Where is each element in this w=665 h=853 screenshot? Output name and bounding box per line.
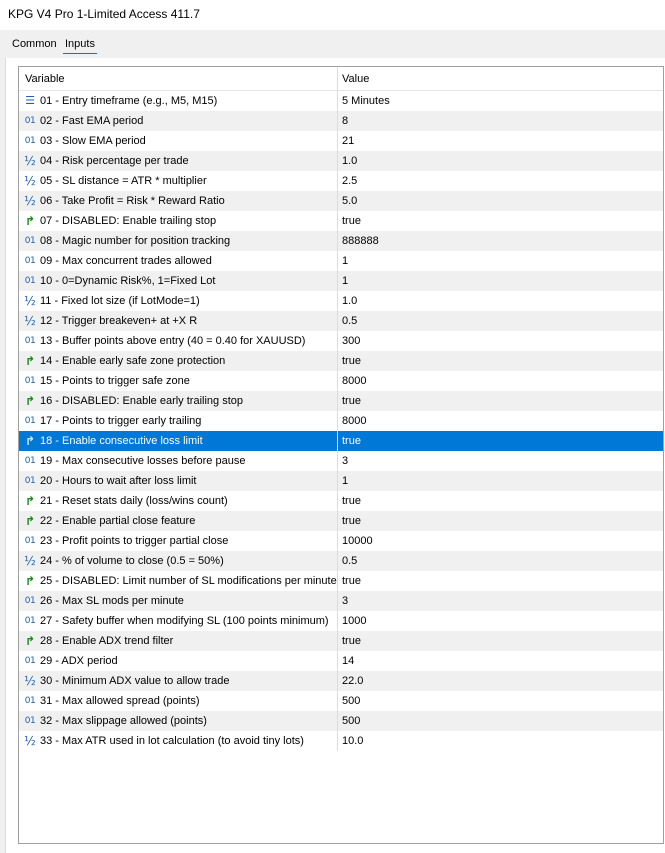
variable-cell[interactable] [19,371,338,391]
double-icon: ½ [24,674,36,688]
value-cell[interactable]: 2.5 [342,175,358,187]
table-row[interactable] [19,211,663,231]
table-row[interactable] [19,611,663,631]
enum-icon: ☰ [25,95,35,107]
variable-label: 13 - Buffer points above entry (40 = 0.40 for XAUUSD) [40,335,306,347]
table-row[interactable] [19,411,663,431]
bool-icon: ↱ [24,514,36,528]
variable-label: 30 - Minimum ADX value to allow trade [40,675,230,687]
variable-label: 16 - DISABLED: Enable early trailing stop [40,395,243,407]
value-cell[interactable]: 5 Minutes [342,95,390,107]
value-cell[interactable]: true [342,635,361,647]
int-icon: 01 [24,136,36,146]
variable-cell[interactable] [19,491,338,511]
variable-cell[interactable] [19,311,338,331]
value-cell[interactable]: 10.0 [342,735,364,747]
value-cell[interactable]: 5.0 [342,195,358,207]
variable-cell[interactable] [19,731,338,751]
int-icon: 01 [24,376,36,386]
int-icon: 01 [24,476,36,486]
double-icon: ½ [24,194,36,208]
variable-label: 05 - SL distance = ATR * multiplier [40,175,207,187]
value-cell[interactable]: true [342,575,361,587]
variable-cell[interactable] [19,131,338,151]
table-row[interactable] [19,171,663,191]
int-icon: 01 [24,276,36,286]
table-row[interactable] [19,671,663,691]
table-row[interactable] [19,351,663,371]
value-cell[interactable]: 3 [342,455,349,467]
int-icon: 01 [24,256,36,266]
inputs-grid [18,66,664,844]
value-cell[interactable]: true [342,395,361,407]
title-bar [0,0,665,30]
variable-label: 10 - 0=Dynamic Risk%, 1=Fixed Lot [40,275,216,287]
table-row[interactable] [19,591,663,611]
value-cell[interactable]: 22.0 [342,675,364,687]
variable-cell[interactable] [19,691,338,711]
variable-cell[interactable] [19,291,338,311]
variable-label: 01 - Entry timeframe (e.g., M5, M15) [40,95,218,107]
variable-cell[interactable] [19,591,338,611]
int-icon: 01 [24,236,36,246]
table-row[interactable] [19,491,663,511]
variable-label: 04 - Risk percentage per trade [40,155,189,167]
table-row[interactable] [19,651,663,671]
value-cell[interactable]: 10000 [342,535,373,547]
variable-cell[interactable] [19,711,338,731]
value-cell[interactable]: 8000 [342,375,367,387]
table-row[interactable] [19,451,663,471]
int-icon: 01 [24,716,36,726]
double-icon: ½ [24,154,36,168]
value-cell[interactable]: 1 [342,275,349,287]
window-title: KPG V4 Pro 1-Limited Access 411.7 [8,7,200,21]
value-cell[interactable]: 500 [342,695,361,707]
int-icon: 01 [24,656,36,666]
variable-cell[interactable] [19,351,338,371]
variable-label: 03 - Slow EMA period [40,135,146,147]
table-row[interactable] [19,291,663,311]
variable-cell[interactable] [19,451,338,471]
value-cell[interactable]: 1 [342,475,349,487]
variable-cell[interactable] [19,91,338,111]
variable-label: 21 - Reset stats daily (loss/wins count) [40,495,228,507]
int-icon: 01 [24,596,36,606]
variable-cell[interactable] [19,551,338,571]
table-row[interactable] [19,91,663,111]
variable-cell[interactable] [19,391,338,411]
variable-cell[interactable] [19,471,338,491]
table-row[interactable] [19,571,663,591]
column-header-value[interactable]: Value [342,73,370,85]
variable-label: 23 - Profit points to trigger partial close [40,535,229,547]
variable-cell[interactable] [19,631,338,651]
value-cell[interactable]: 3 [342,595,349,607]
variable-cell[interactable] [19,211,338,231]
variable-cell[interactable] [19,511,338,531]
variable-cell[interactable] [19,171,338,191]
variable-label: 08 - Magic number for position tracking [40,235,231,247]
variable-cell[interactable] [19,431,338,451]
variable-cell[interactable] [19,251,338,271]
bool-icon: ↱ [24,634,36,648]
value-cell[interactable]: 8 [342,115,349,127]
table-row[interactable] [19,131,663,151]
variable-label: 19 - Max consecutive losses before pause [40,455,246,467]
variable-cell[interactable] [19,651,338,671]
double-icon: ½ [24,554,36,568]
variable-cell[interactable] [19,611,338,631]
value-cell[interactable]: true [342,435,361,447]
bool-icon: ↱ [24,494,36,508]
variable-cell[interactable] [19,151,338,171]
variable-label: 11 - Fixed lot size (if LotMode=1) [40,295,200,307]
bool-icon: ↱ [24,354,36,368]
double-icon: ½ [24,174,36,188]
variable-cell[interactable] [19,331,338,351]
variable-label: 29 - ADX period [40,655,118,667]
double-icon: ½ [24,294,36,308]
variable-label: 09 - Max concurrent trades allowed [40,255,212,267]
table-row[interactable] [19,151,663,171]
table-row[interactable] [19,471,663,491]
int-icon: 01 [24,696,36,706]
value-cell[interactable]: 8000 [342,415,367,427]
bool-icon: ↱ [24,394,36,408]
table-row[interactable] [19,231,663,251]
variable-label: 33 - Max ATR used in lot calculation (to avoid tiny lots) [40,735,304,747]
variable-label: 18 - Enable consecutive loss limit [40,435,203,447]
inputs-panel [5,58,665,853]
value-cell[interactable]: 21 [342,135,355,147]
table-row[interactable] [19,631,663,651]
variable-label: 15 - Points to trigger safe zone [40,375,190,387]
variable-label: 27 - Safety buffer when modifying SL (100 points minimum) [40,615,329,627]
table-row[interactable] [19,531,663,551]
variable-label: 26 - Max SL mods per minute [40,595,184,607]
int-icon: 01 [24,456,36,466]
table-row[interactable] [19,191,663,211]
variable-cell[interactable] [19,411,338,431]
table-row[interactable] [19,431,663,451]
variable-cell[interactable] [19,531,338,551]
bool-icon: ↱ [24,214,36,228]
table-row[interactable] [19,111,663,131]
variable-label: 28 - Enable ADX trend filter [40,635,174,647]
value-cell[interactable]: true [342,495,361,507]
tab-strip [0,34,665,58]
variable-label: 32 - Max slippage allowed (points) [40,715,207,727]
grid-header [19,67,663,91]
variable-label: 31 - Max allowed spread (points) [40,695,200,707]
double-icon: ½ [24,314,36,328]
value-cell[interactable]: true [342,355,361,367]
int-icon: 01 [24,116,36,126]
value-cell[interactable]: 0.5 [342,555,358,567]
int-icon: 01 [24,616,36,626]
variable-cell[interactable] [19,271,338,291]
table-row[interactable] [19,311,663,331]
variable-label: 14 - Enable early safe zone protection [40,355,226,367]
variable-cell[interactable] [19,191,338,211]
table-row[interactable] [19,731,663,751]
table-row[interactable] [19,331,663,351]
variable-label: 24 - % of volume to close (0.5 = 50%) [40,555,224,567]
variable-cell[interactable] [19,231,338,251]
value-cell[interactable]: 1.0 [342,295,358,307]
variable-label: 07 - DISABLED: Enable trailing stop [40,215,217,227]
column-header-variable[interactable]: Variable [19,67,338,91]
variable-label: 25 - DISABLED: Limit number of SL modifications per minute [40,575,337,587]
value-cell[interactable]: 888888 [342,235,379,247]
table-row[interactable] [19,551,663,571]
variable-label: 20 - Hours to wait after loss limit [40,475,197,487]
bool-icon: ↱ [24,574,36,588]
variable-label: 02 - Fast EMA period [40,115,144,127]
value-cell[interactable]: 1 [342,255,349,267]
tab-inputs[interactable]: Inputs [65,38,95,50]
value-cell[interactable]: 300 [342,335,361,347]
variable-label: 12 - Trigger breakeven+ at +X R [40,315,198,327]
table-row[interactable] [19,511,663,531]
value-cell[interactable]: true [342,515,361,527]
int-icon: 01 [24,536,36,546]
value-cell[interactable]: true [342,215,361,227]
variable-label: 06 - Take Profit = Risk * Reward Ratio [40,195,225,207]
variable-cell[interactable] [19,671,338,691]
table-row[interactable] [19,371,663,391]
variable-cell[interactable] [19,111,338,131]
value-cell[interactable]: 500 [342,715,361,727]
variable-label: 22 - Enable partial close feature [40,515,196,527]
variable-label: 17 - Points to trigger early trailing [40,415,202,427]
tab-common[interactable]: Common [12,38,57,50]
bool-icon: ↱ [24,434,36,448]
int-icon: 01 [24,336,36,346]
value-cell[interactable]: 1.0 [342,155,358,167]
table-row[interactable] [19,271,663,291]
variable-cell[interactable] [19,571,338,591]
table-row[interactable] [19,251,663,271]
table-row[interactable] [19,391,663,411]
double-icon: ½ [24,734,36,748]
table-row[interactable] [19,711,663,731]
table-row[interactable] [19,691,663,711]
value-cell[interactable]: 0.5 [342,315,358,327]
value-cell[interactable]: 14 [342,655,355,667]
value-cell[interactable]: 1000 [342,615,367,627]
int-icon: 01 [24,416,36,426]
